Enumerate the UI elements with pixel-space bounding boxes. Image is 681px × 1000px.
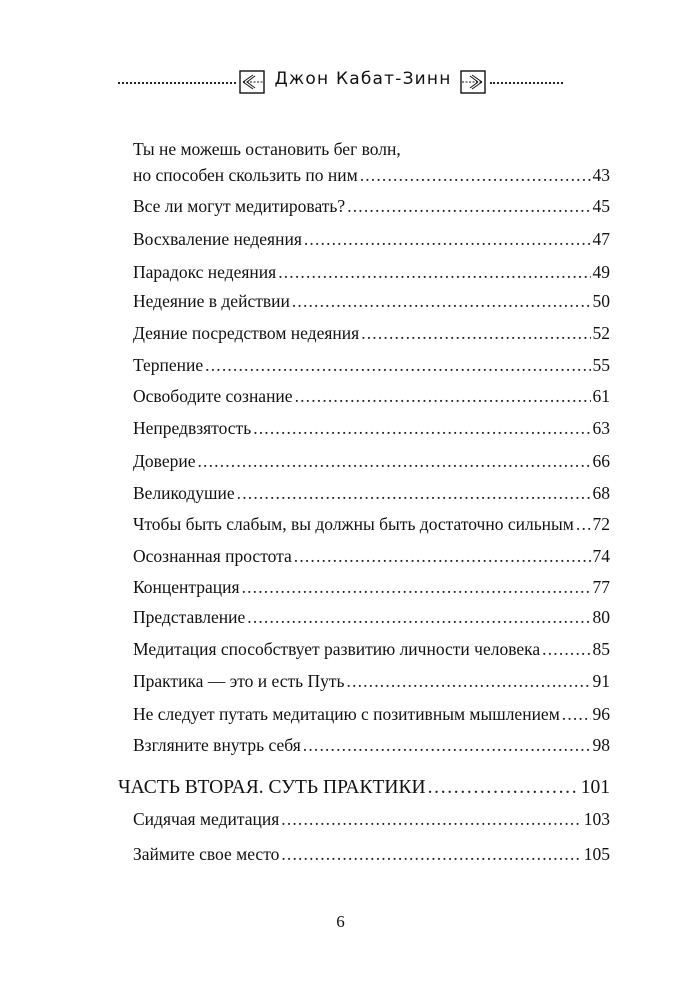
leader-dots — [253, 417, 590, 439]
toc-entry[interactable] — [133, 164, 610, 186]
toc-entry[interactable] — [133, 290, 610, 312]
leader-dots — [304, 228, 591, 250]
toc-entry-title: Чтобы быть слабым, вы должны быть достаточно сильным — [133, 514, 574, 534]
toc-entry[interactable] — [133, 703, 610, 725]
leader-dots — [562, 703, 591, 725]
toc-entry[interactable] — [133, 261, 610, 283]
page-number: 6 — [336, 912, 345, 931]
leader-dots — [542, 638, 590, 660]
toc-entry-title: Представление — [133, 607, 246, 627]
toc-entry-title: Концентрация — [133, 577, 240, 597]
toc-entry[interactable] — [133, 808, 610, 830]
toc-entry[interactable] — [133, 670, 610, 692]
leader-dots — [428, 777, 579, 799]
toc-entry-title: Практика — это и есть Путь — [133, 671, 345, 691]
toc-entry-page: 52 — [592, 323, 610, 343]
toc-entry-page: 105 — [583, 844, 610, 864]
toc-entry-title: Непредвзятость — [133, 418, 252, 438]
leader-dots — [295, 385, 591, 407]
toc-entry-title: Восхваление недеяния — [133, 229, 302, 249]
leader-dots — [347, 195, 590, 217]
toc-entry-page: 43 — [592, 165, 610, 185]
toc-entry-title: Терпение — [133, 355, 204, 375]
toc-entry[interactable] — [133, 482, 610, 504]
toc-entry-page: 63 — [592, 418, 610, 438]
leader-dots — [576, 513, 591, 535]
toc-part-title: ЧАСТЬ ВТОРАЯ. СУТЬ ПРАКТИКИ — [118, 777, 426, 798]
toc-entry[interactable] — [133, 417, 610, 439]
leader-dots — [278, 261, 590, 283]
toc-entry-title: Медитация способствует развитию личности человека — [133, 639, 541, 659]
leader-dots — [294, 545, 591, 567]
toc-part-heading[interactable] — [118, 777, 610, 799]
toc-entry[interactable] — [133, 843, 610, 865]
leader-dots — [237, 482, 591, 504]
toc-entry-title: Деяние посредством недеяния — [133, 323, 360, 343]
toc-entry-page: 66 — [592, 451, 610, 471]
toc-entry-page: 47 — [592, 229, 610, 249]
toc-entry[interactable] — [133, 638, 610, 660]
toc-entry-page: 91 — [592, 671, 610, 691]
toc-entry[interactable] — [133, 450, 610, 472]
toc-entry-title: Сидячая медитация — [133, 809, 280, 829]
toc-entry-title: Все ли могут медитировать? — [133, 196, 346, 216]
toc-entry[interactable] — [133, 545, 610, 567]
toc-entry[interactable] — [133, 385, 610, 407]
toc-entry-page: 72 — [592, 514, 610, 534]
toc-entry[interactable] — [133, 195, 610, 217]
toc-entry-title: Займите свое место — [133, 844, 280, 864]
leader-dots — [361, 322, 590, 344]
toc-entry-title: Не следует путать медитацию с позитивным мышлением — [133, 704, 560, 724]
toc-entry-page: 45 — [592, 196, 610, 216]
toc-entry-title: но способен скользить по ним — [133, 165, 358, 185]
leader-dots — [281, 808, 581, 830]
toc-entry-page: 96 — [592, 704, 610, 724]
toc-entry-title: Взгляните внутрь себя — [133, 735, 301, 755]
toc-entry-page: 77 — [592, 577, 610, 597]
toc-entry-page: 98 — [592, 735, 610, 755]
toc-entry[interactable] — [133, 322, 610, 344]
leader-dots — [292, 290, 591, 312]
toc-entry-title: Великодушие — [133, 483, 235, 503]
toc-entry-title: Освободите сознание — [133, 386, 293, 406]
leader-dots — [281, 843, 581, 865]
toc-entry-page: 55 — [592, 355, 610, 375]
toc-entry-page: 50 — [592, 291, 610, 311]
toc-entry-page: 80 — [592, 607, 610, 627]
toc-entry-title-line1: Ты не можешь остановить бег волн, — [133, 139, 401, 159]
leader-dots — [198, 450, 591, 472]
toc-entry-page: 85 — [592, 639, 610, 659]
leader-dots — [247, 606, 590, 628]
leader-dots — [360, 164, 591, 186]
leader-dots — [346, 670, 590, 692]
toc-part-page: 101 — [580, 777, 610, 798]
toc-entry-page: 103 — [583, 809, 610, 829]
toc-entry[interactable] — [133, 228, 610, 250]
toc-entry[interactable] — [133, 606, 610, 628]
leader-dots — [242, 576, 591, 598]
toc-entry-title: Недеяние в действии — [133, 291, 290, 311]
toc-entry[interactable] — [133, 734, 610, 756]
toc-entry[interactable] — [133, 354, 610, 376]
toc-entry-page: 49 — [592, 262, 610, 282]
toc-entry[interactable] — [133, 576, 610, 598]
toc-entry-page: 68 — [592, 483, 610, 503]
header-author: Джон Кабат-Зинн — [274, 69, 452, 89]
toc-entry-title: Доверие — [133, 451, 196, 471]
toc-entry-title: Парадокс недеяния — [133, 262, 277, 282]
toc-entry[interactable] — [133, 513, 610, 535]
toc-entry-title: Осознанная простота — [133, 546, 292, 566]
leader-dots — [205, 354, 590, 376]
leader-dots — [303, 734, 591, 756]
toc-entry-page: 61 — [592, 386, 610, 406]
toc-entry-page: 74 — [592, 546, 610, 566]
